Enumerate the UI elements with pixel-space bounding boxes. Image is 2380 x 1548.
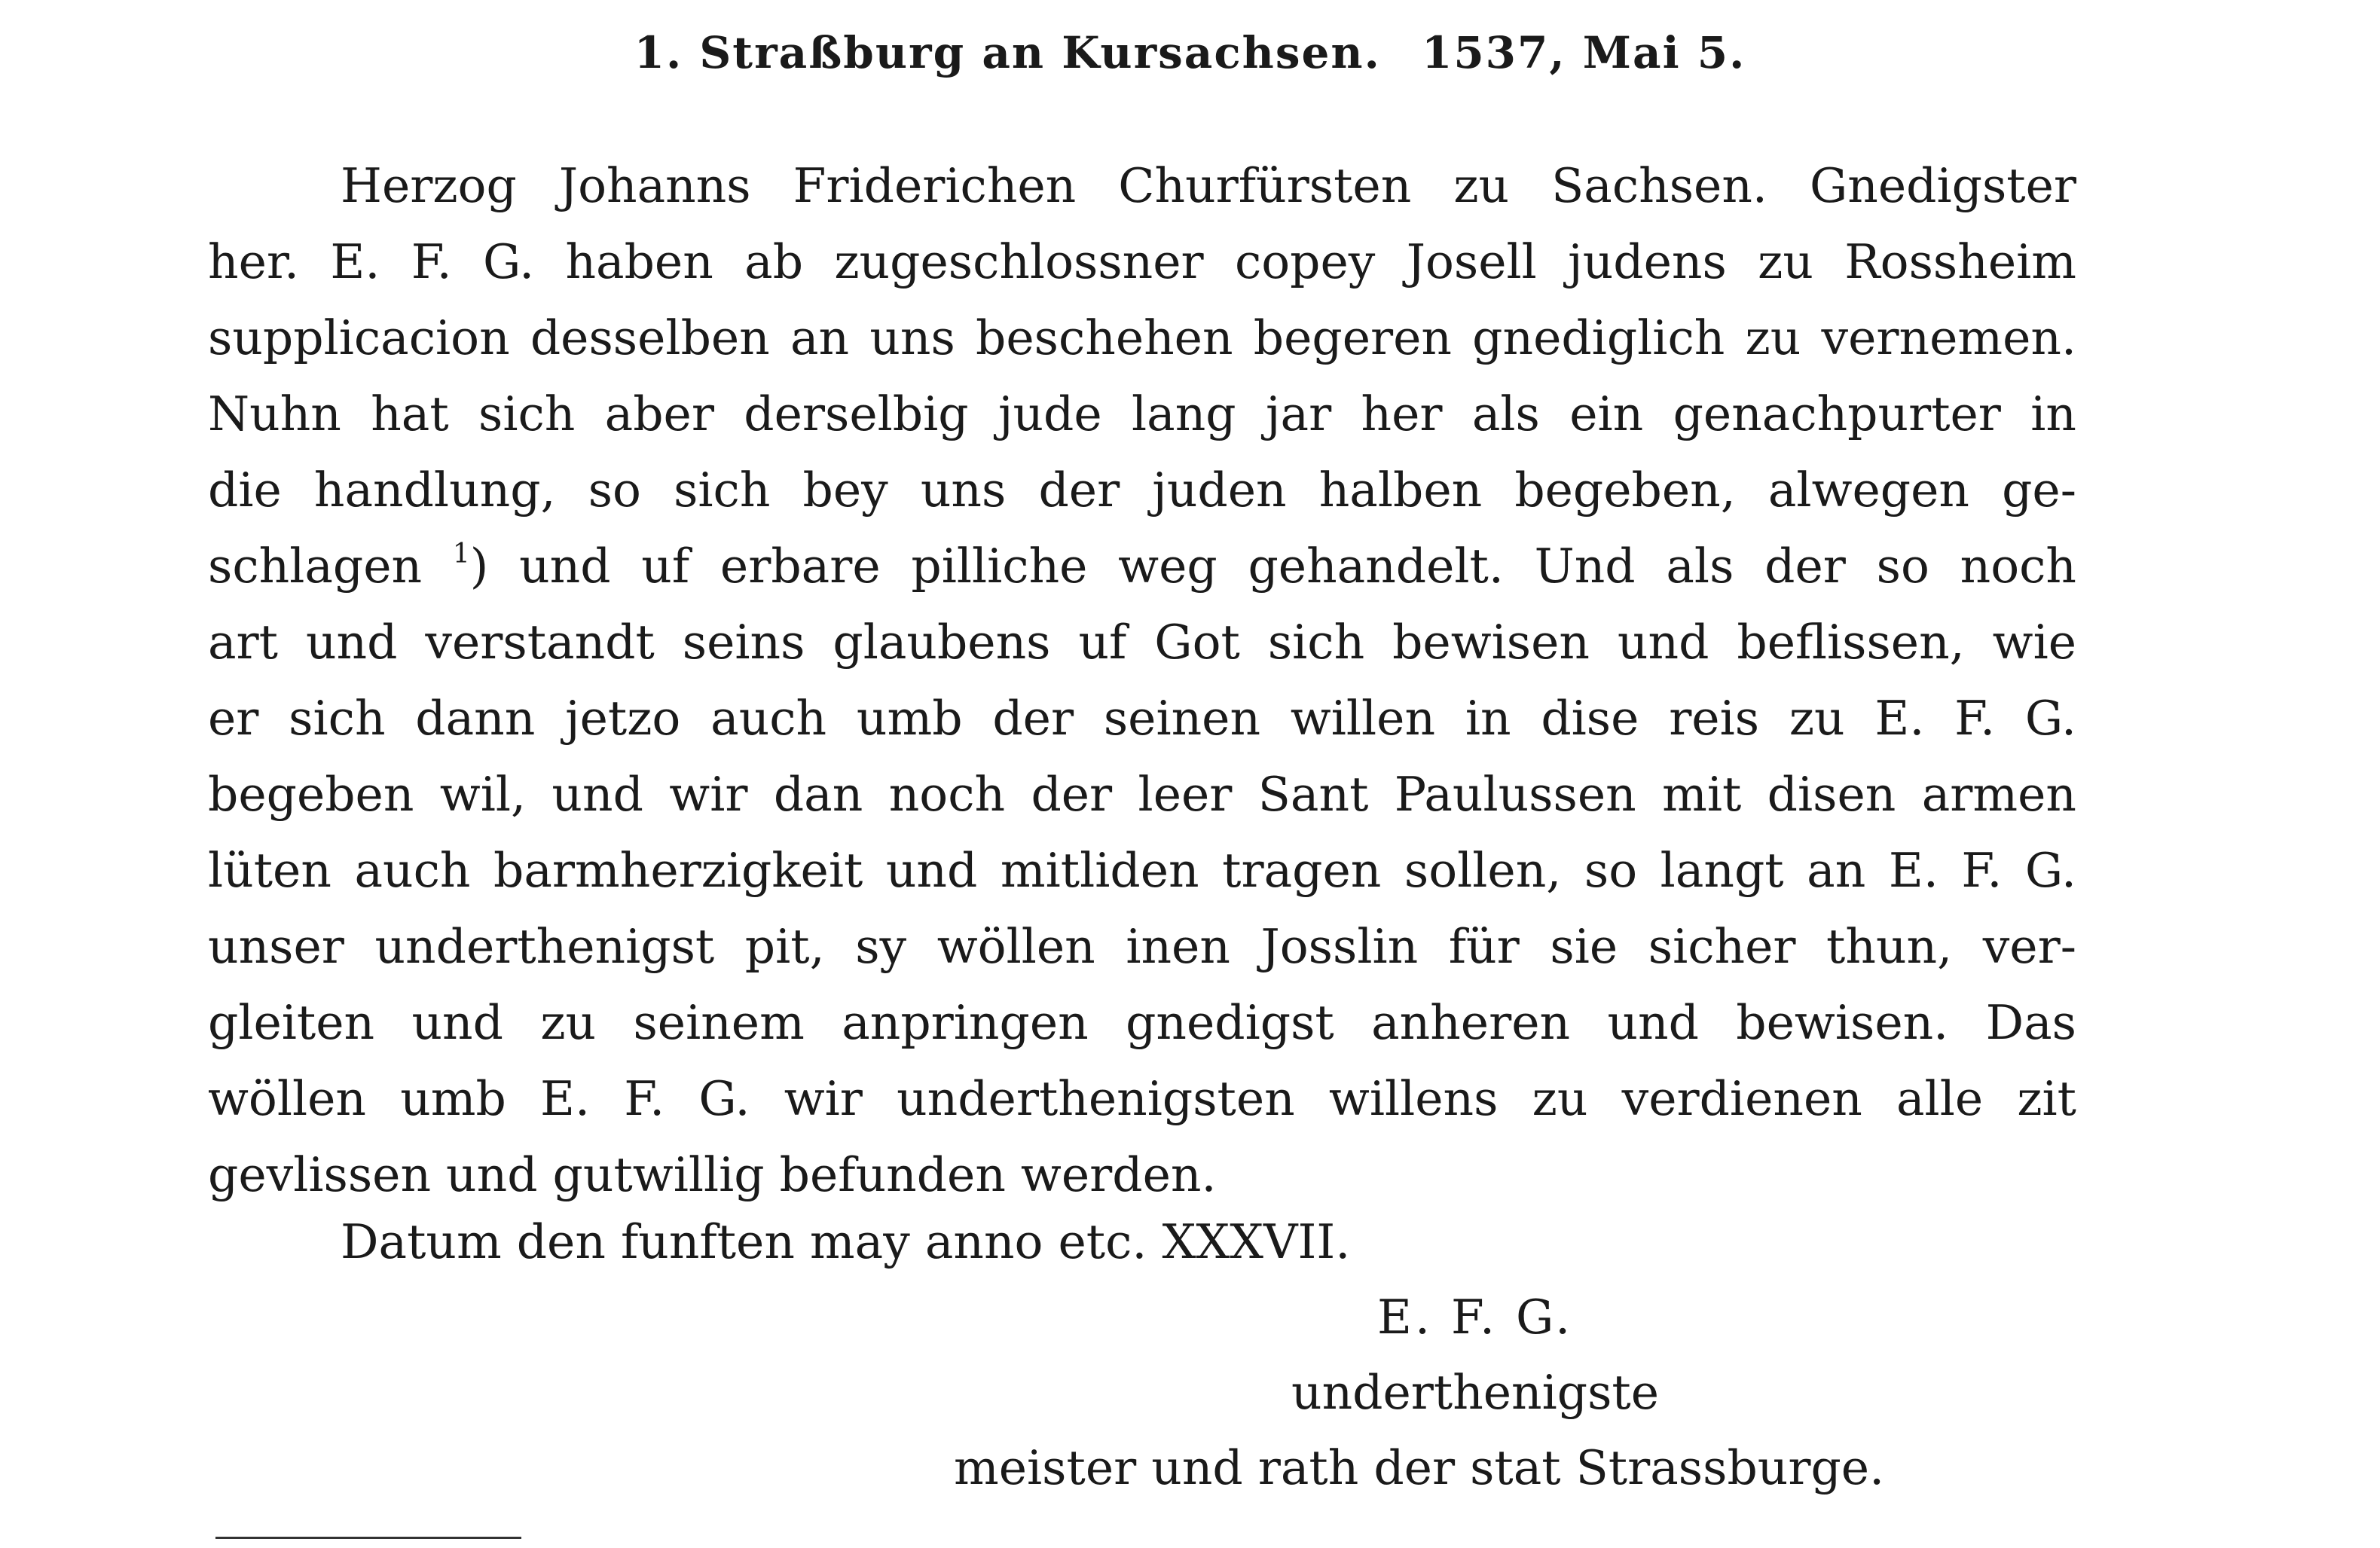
letter-line: begeben wil, und wir dan noch der leer Sant Paulussen mit disen armen bbox=[208, 767, 2076, 822]
letter-line-part: ) und uf erbare pilliche weg gehandelt. Und als der so noch bbox=[469, 539, 2076, 594]
letter-line: gleiten und zu seinem anpringen gnedigst anheren und bewisen. Das bbox=[208, 995, 2076, 1050]
signature-salutation: E. F. G. bbox=[1377, 1290, 1574, 1345]
letter-line: wöllen umb E. F. G. wir underthenigsten willens zu verdienen alle zit bbox=[208, 1071, 2076, 1126]
signature-closing: underthenigste bbox=[1291, 1365, 1660, 1420]
letter-date: Datum den funften may anno etc. XXXVII. bbox=[341, 1214, 1351, 1269]
letter-line: die handlung, so sich bey uns der juden halben begeben, alwegen ge- bbox=[208, 463, 2076, 518]
letter-line: art und verstandt seins glaubens uf Got sich bewisen und beflissen, wie bbox=[208, 615, 2076, 670]
heading-title: Straßburg an Kursachsen. bbox=[699, 27, 1381, 78]
letter-line: er sich dann jetzo auch umb der seinen willen in dise reis zu E. F. G. bbox=[208, 691, 2076, 746]
document-heading bbox=[0, 27, 2380, 78]
letter-body bbox=[208, 148, 2076, 1213]
heading-number: 1. bbox=[634, 27, 683, 78]
letter-line: Herzog Johanns Friderichen Churfürsten zu Sachsen. Gnedigster bbox=[341, 158, 2076, 213]
letter-line: unser underthenigst pit, sy wöllen inen Josslin für sie sicher thun, ver- bbox=[208, 919, 2076, 974]
letter-line: her. E. F. G. haben ab zugeschlossner copey Josell judens zu Rossheim bbox=[208, 234, 2076, 289]
letter-line-with-footnote bbox=[208, 528, 2076, 604]
signature-signatory: meister und rath der stat Strassburge. bbox=[954, 1440, 1885, 1495]
heading-date: 1537, Mai 5. bbox=[1421, 27, 1746, 78]
letter-line: Nuhn hat sich aber derselbig jude lang jar her als ein genachpurter in bbox=[208, 386, 2076, 441]
letter-line: lüten auch barmherzigkeit und mitliden tragen sollen, so langt an E. F. G. bbox=[208, 843, 2076, 898]
letter-line-part: schlagen bbox=[208, 539, 423, 594]
letter-line: supplicacion desselben an uns beschehen begeren gnediglich zu vernemen. bbox=[208, 310, 2076, 365]
letter-line: gevlissen und gutwillig befunden werden. bbox=[208, 1147, 1217, 1202]
footnote-divider bbox=[215, 1537, 521, 1539]
footnote-marker: 1 bbox=[452, 539, 470, 569]
